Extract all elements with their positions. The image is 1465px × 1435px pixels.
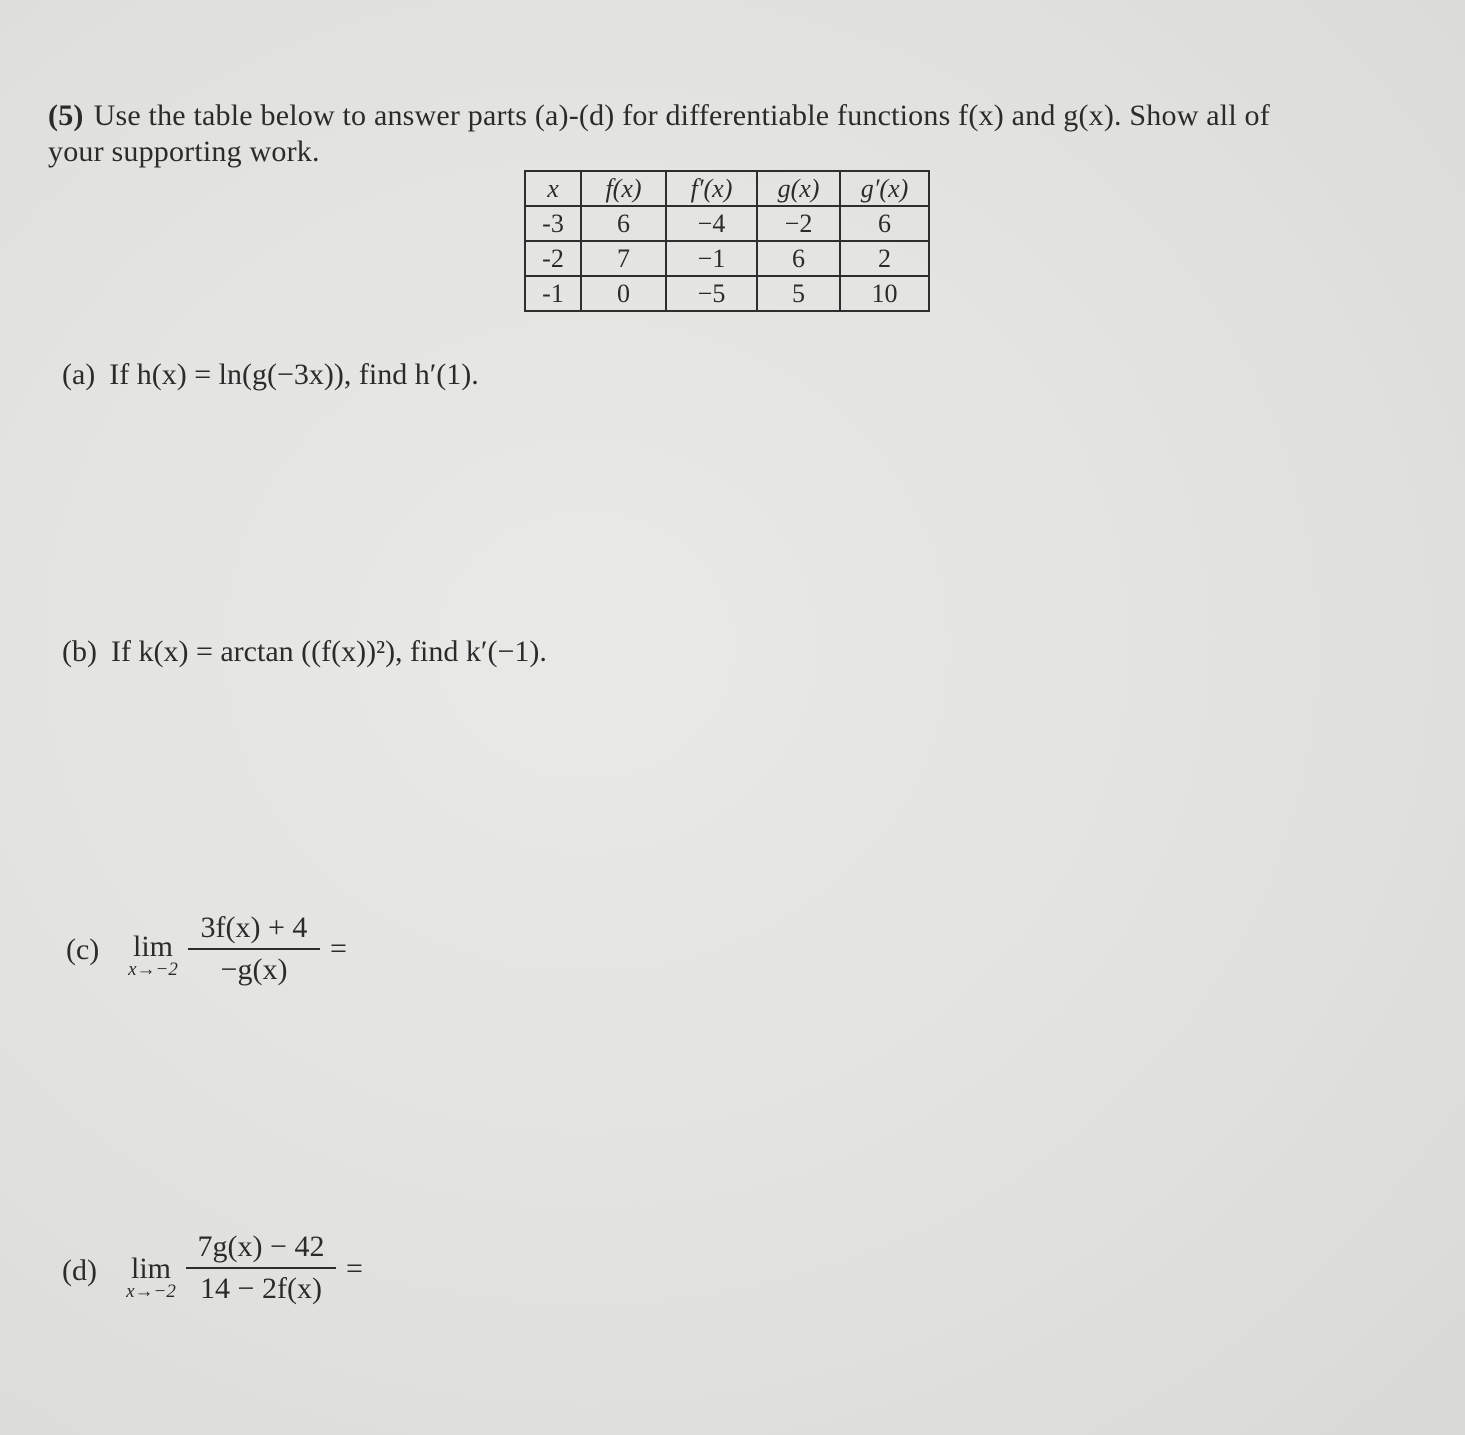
- table-row: [525, 206, 929, 241]
- table-cell: -2: [525, 241, 581, 276]
- table-header-cell: x: [525, 171, 581, 206]
- part-b: [62, 634, 547, 670]
- part-b-label: (b): [62, 635, 97, 668]
- part-d-equals: =: [346, 1252, 363, 1285]
- part-a: [62, 357, 479, 393]
- part-c-denominator: −g(x): [220, 953, 288, 986]
- table-row: [525, 241, 929, 276]
- part-c-lim-word: lim: [132, 930, 173, 963]
- table-cell: −2: [757, 206, 840, 241]
- table-header-cell: g′(x): [840, 171, 929, 206]
- table-cell: −4: [666, 206, 757, 241]
- part-d-label: (d): [62, 1254, 97, 1287]
- table-row: [525, 276, 929, 311]
- part-d-denominator: 14 − 2f(x): [200, 1272, 322, 1305]
- table-cell: 6: [581, 206, 666, 241]
- part-d-lim-word: lim: [130, 1252, 171, 1285]
- values-table-container: [524, 170, 930, 312]
- table-cell: 10: [840, 276, 929, 311]
- part-c-equals: =: [330, 932, 347, 965]
- part-b-text: If k(x) = arctan ((f(x))²), find k′(−1).: [110, 635, 547, 668]
- table-cell: 6: [840, 206, 929, 241]
- table-cell: 7: [581, 241, 666, 276]
- table-cell: −5: [666, 276, 757, 311]
- table-header-cell: f′(x): [666, 171, 757, 206]
- table-cell: 2: [840, 241, 929, 276]
- part-c-numerator: 3f(x) + 4: [200, 911, 308, 944]
- part-a-label: (a): [62, 358, 96, 391]
- part-c-approach: x→−2: [128, 959, 178, 980]
- intro-line-2: your supporting work.: [48, 135, 320, 168]
- problem-number: (5): [48, 99, 84, 132]
- values-table: [524, 170, 930, 312]
- part-d-fraction: [186, 1229, 336, 1307]
- table-cell: −1: [666, 241, 757, 276]
- part-d-approach: x→−2: [126, 1281, 176, 1302]
- table-cell: -3: [525, 206, 581, 241]
- intro-line-1: Use the table below to answer parts (a)-(d) for differentiable functions f(x) and g(x). Show all of: [93, 99, 1270, 132]
- table-cell: 0: [581, 276, 666, 311]
- table-cell: 5: [757, 276, 840, 311]
- part-d-numerator: 7g(x) − 42: [197, 1230, 325, 1263]
- table-cell: -1: [525, 276, 581, 311]
- problem-intro: [48, 98, 1418, 170]
- part-c-fraction: [188, 910, 320, 988]
- table-cell: 6: [757, 241, 840, 276]
- part-d-limit: [116, 1252, 186, 1302]
- table-header-cell: f(x): [581, 171, 666, 206]
- part-c-limit: [118, 930, 188, 980]
- table-header-cell: g(x): [757, 171, 840, 206]
- part-a-text: If h(x) = ln(g(−3x)), find h′(1).: [109, 358, 479, 391]
- part-c-label: (c): [66, 933, 100, 966]
- table-header-row: [525, 171, 929, 206]
